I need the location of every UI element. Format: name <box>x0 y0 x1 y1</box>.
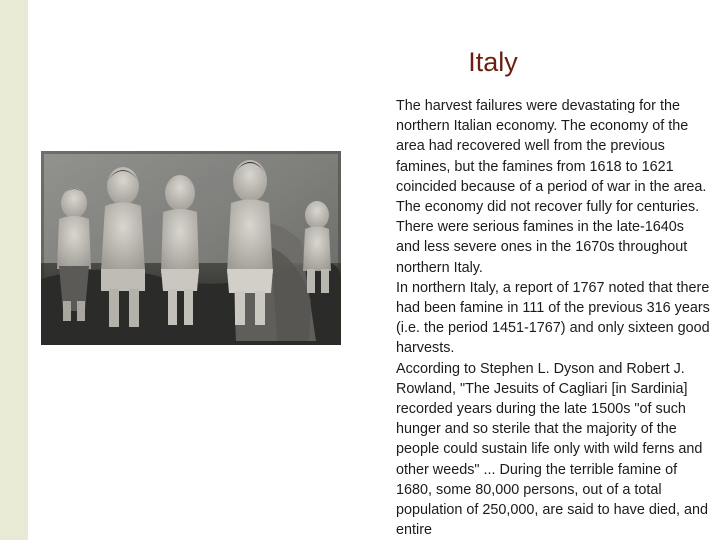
paragraph-northern-italy-economy: The harvest failures were devastating for the northern Italian economy. The economy of the area had recovered well from the previous famines, but the famines from 1618 to 1621 coincided because of a period of war in the area. The economy did not recover fully for centuries. There were serious famines in the late-1640s and less severe ones in the 1670s throughout northern Italy. <box>396 98 707 276</box>
photo-illustration <box>41 151 341 345</box>
slide-title: Italy <box>468 47 518 77</box>
paragraph-sardinia-jesuits: According to Stephen L. Dyson and Robert J. Rowland, "The Jesuits of Cagliari [in Sardinia] recorded years during the late 1500s "of such hunger and so sterile that the majority of the people could sustain life only with wild ferns and other weeds" ... During the terrible famine of 1680, some 80,000 persons, out of a total population of 250,000, are said to have died, and entire <box>396 360 709 539</box>
left-decorative-band <box>0 0 28 540</box>
slide-body-text <box>396 96 710 540</box>
paragraph-report-1767: In northern Italy, a report of 1767 noted that there had been famine in 111 of the previous 316 years (i.e. the period 1451-1767) and only sixteen good harvests. <box>396 279 710 357</box>
historical-photo-children <box>41 151 341 345</box>
